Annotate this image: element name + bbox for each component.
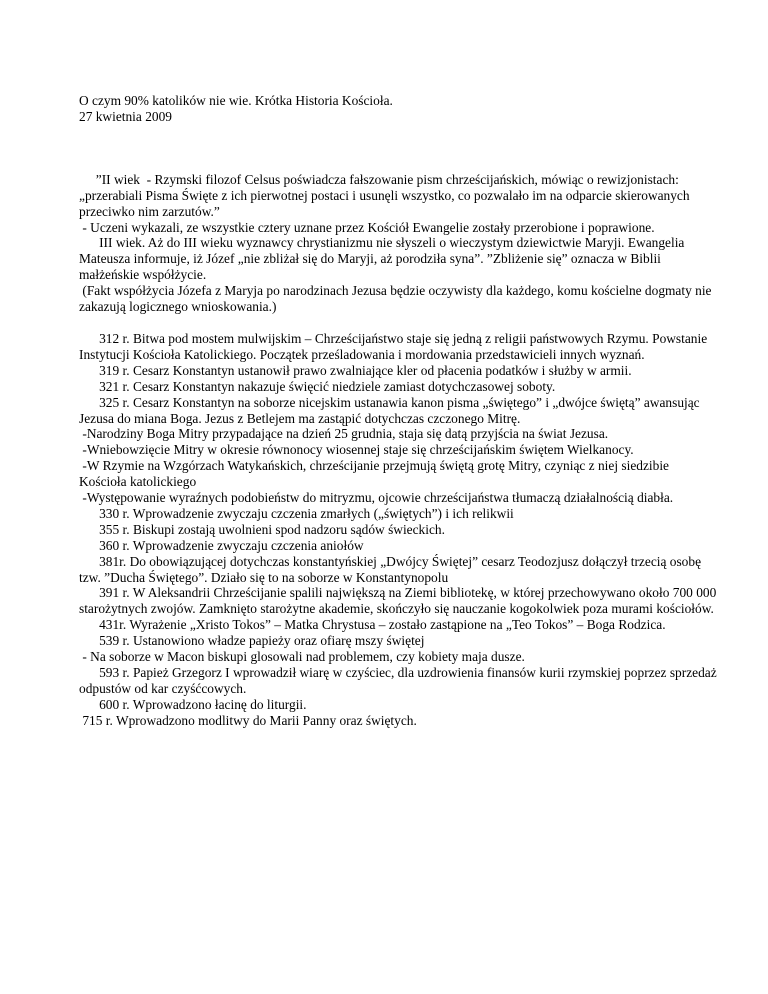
- document-title: O czym 90% katolików nie wie. Krótka Historia Kościoła.: [79, 93, 393, 108]
- paragraph: - Na soborze w Macon biskupi glosowali nad problemem, czy kobiety maja dusze.: [79, 649, 525, 665]
- section-timeline: [79, 331, 719, 729]
- spacer: [79, 125, 719, 172]
- paragraph: -Występowanie wyraźnych podobieństw do mitryzmu, ojcowie chrześcijaństwa tłumaczą działalnością diabła.: [79, 490, 674, 506]
- paragraph: - Uczeni wykazali, ze wszystkie cztery uznane przez Kościół Ewangelie zostały przerobione i poprawione.: [79, 219, 655, 235]
- paragraph: 593 r. Papież Grzegorz I wprowadził wiarę w czyściec, dla uzdrowienia finansów kurii rzymskiej poprzez sprzedaż odpustów od kar czyśćcowych.: [79, 665, 721, 696]
- paragraph: 355 r. Biskupi zostają uwolnieni spod nadzoru sądów świeckich.: [79, 521, 445, 537]
- paragraph: -W Rzymie na Wzgórzach Watykańskich, chrześcijanie przejmują świętą grotę Mitry, czyniąc z niej siedzibie Kościoła katolickiego: [79, 458, 673, 490]
- paragraph: 360 r. Wprowadzenie zwyczaju czczenia aniołów: [79, 537, 364, 553]
- paragraph: 381r. Do obowiązującej dotychczas konstantyńskiej „Dwójcy Świętej” cesarz Teodozjusz dołączył trzecią osobę tzw. ”Ducha Świętego”. Działo się to na soborze w Konstantynopolu: [79, 553, 705, 585]
- paragraph: 600 r. Wprowadzono łacinę do liturgii.: [79, 696, 307, 712]
- document-date: 27 kwietnia 2009: [79, 108, 172, 124]
- document-page: [79, 93, 719, 729]
- spacer: [79, 315, 719, 331]
- paragraph: 321 r. Cesarz Konstantyn nakazuje święcić niedziele zamiast dotychczasowej soboty.: [79, 378, 556, 394]
- paragraph: 325 r. Cesarz Konstantyn na soborze nicejskim ustanawia kanon pisma „świętego” i „dwójce świętą” awansując Jezusa do miana Boga. Jezus z Betlejem ma zastąpić dotychczas czczonego Mitrę.: [79, 394, 703, 426]
- paragraph: 330 r. Wprowadzenie zwyczaju czczenia zmarłych („świętych”) i ich relikwii: [79, 505, 514, 521]
- paragraph: ”II wiek - Rzymski filozof Celsus poświadcza fałszowanie pism chrześcijańskich, mówiąc o rewizjonistach: „przerabiali Pisma Święte z ich pierwotnej postaci i usunęli wszystko, co pozwalało im na odparcie skierowanych przeciwko nim zarzutów.”: [79, 171, 693, 219]
- paragraph: 312 r. Bitwa pod mostem mulwijskim – Chrześcijaństwo staje się jedną z religii państwowych Rzymu. Powstanie Instytucji Kościoła Katolickiego. Początek prześladowania i mordowania przedstawicieli innych wyznań.: [79, 330, 711, 362]
- paragraph: III wiek. Aż do III wieku wyznawcy chrystianizmu nie słyszeli o wieczystym dziewictwie Maryji. Ewangelia Mateusza informuje, iż Józef „nie zbliżał się do Maryji, aż porodziła syna”. ”Zbliżenie się” oznacza w Biblii małżeńskie współżycie.: [79, 235, 688, 283]
- section-early-centuries: [79, 172, 719, 315]
- paragraph: -Narodziny Boga Mitry przypadające na dzień 25 grudnia, staja się datą przyjścia na świat Jezusa.: [79, 426, 609, 442]
- paragraph: -Wniebowzięcie Mitry w okresie równonocy wiosennej staje się chrześcijańskim świętem Wielkanocy.: [79, 442, 634, 458]
- paragraph: 431r. Wyrażenie „Xristo Tokos” – Matka Chrystusa – zostało zastąpione na „Teo Tokos” – Boga Rodzica.: [79, 617, 666, 633]
- paragraph: 319 r. Cesarz Konstantyn ustanowił prawo zwalniające kler od płacenia podatków i służby w armii.: [79, 362, 632, 378]
- paragraph: 715 r. Wprowadzono modlitwy do Marii Panny oraz świętych.: [79, 712, 417, 728]
- paragraph: (Fakt współżycia Józefa z Maryja po narodzinach Jezusa będzie oczywisty dla każdego, komu kościelne dogmaty nie zakazują logicznego wnioskowania.): [79, 283, 715, 315]
- paragraph: 391 r. W Aleksandrii Chrześcijanie spalili największą na Ziemi bibliotekę, w której przechowywano około 700 000 starożytnych zwojów. Zamknięto starożytne akademie, skończyło się nauczanie kogokolwiek poza murami kościołów.: [79, 585, 720, 617]
- paragraph: 539 r. Ustanowiono władze papieży oraz ofiarę mszy świętej: [79, 633, 425, 649]
